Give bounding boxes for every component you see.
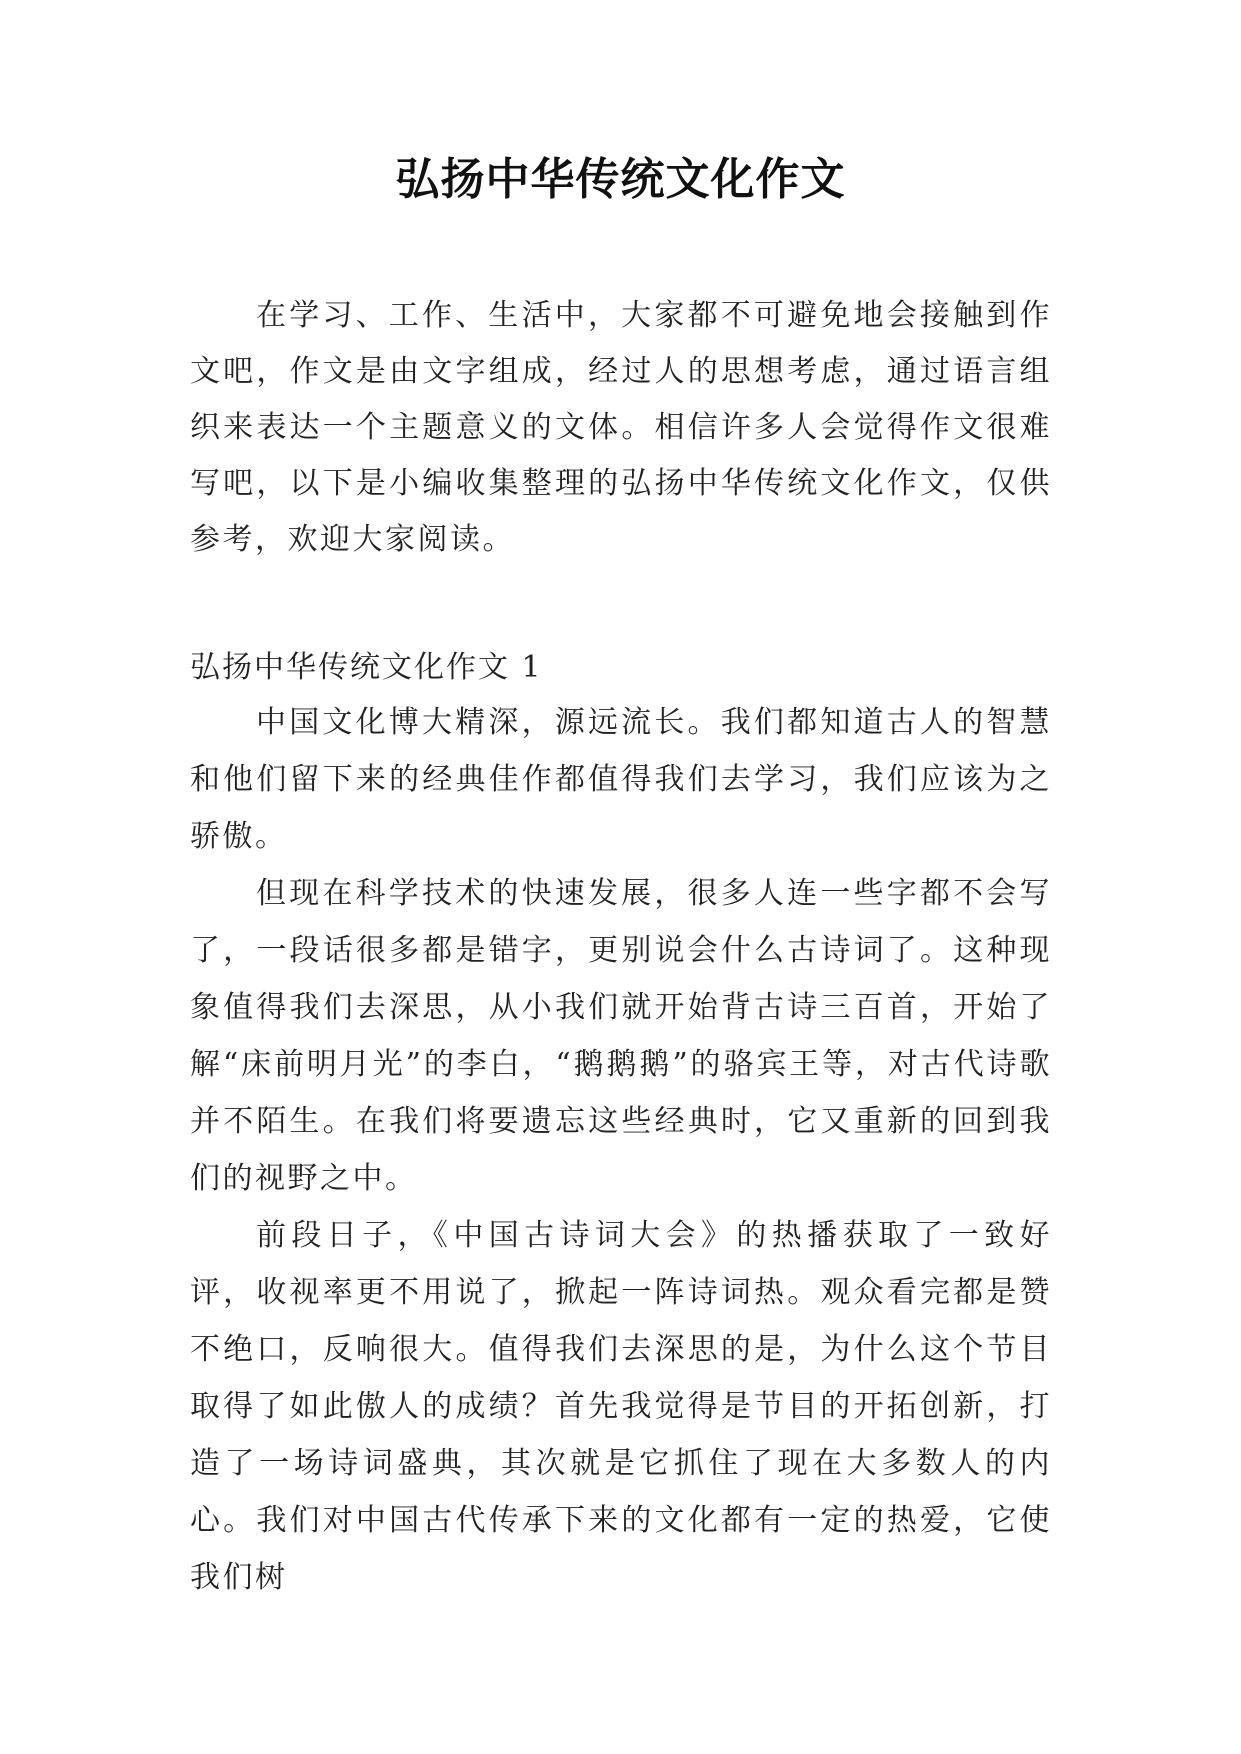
essay-paragraph: 前段日子，《中国古诗词大会》的热播获取了一致好评，收视率更不用说了，掀起一阵诗词热。观众看完都是赞不绝口，反响很大。值得我们去深思的是，为什么这个节目取得了如此傲人的成绩？首先我觉得是节目的开拓创新，打造了一场诗词盛典，其次就是它抓住了现在大多数人的内心。我们对中国古代传承下来的文化都有一定的热爱，它使我们树 [190,1218,1052,1595]
section-title: 弘扬中华传统文化作文 1 [190,650,543,685]
intro-paragraph: 在学习、工作、生活中，大家都不可避免地会接触到作文吧，作文是由文字组成，经过人的思想考虑，通过语言组织来表达一个主题意义的文体。相信许多人会觉得作文很难写吧，以下是小编收集整理的弘扬中华传统文化作文，仅供参考，欢迎大家阅读。 [190,298,1052,557]
essay-paragraph: 但现在科学技术的快速发展，很多人连一些字都不会写了，一段话很多都是错字，更别说会什么古诗词了。这种现象值得我们去深思，从小我们就开始背古诗三百首，开始了解“床前明月光”的李白，“鹅鹅鹅”的骆宾王等，对古代诗歌并不陌生。在我们将要遗忘这些经典时，它又重新的回到我们的视野之中。 [190,876,1052,1196]
essay-paragraph: 中国文化博大精深，源远流长。我们都知道古人的智慧和他们留下来的经典佳作都值得我们去学习，我们应该为之骄傲。 [190,705,1052,854]
essay-body [190,694,1052,1606]
document-title: 弘扬中华传统文化作文 [395,154,846,205]
